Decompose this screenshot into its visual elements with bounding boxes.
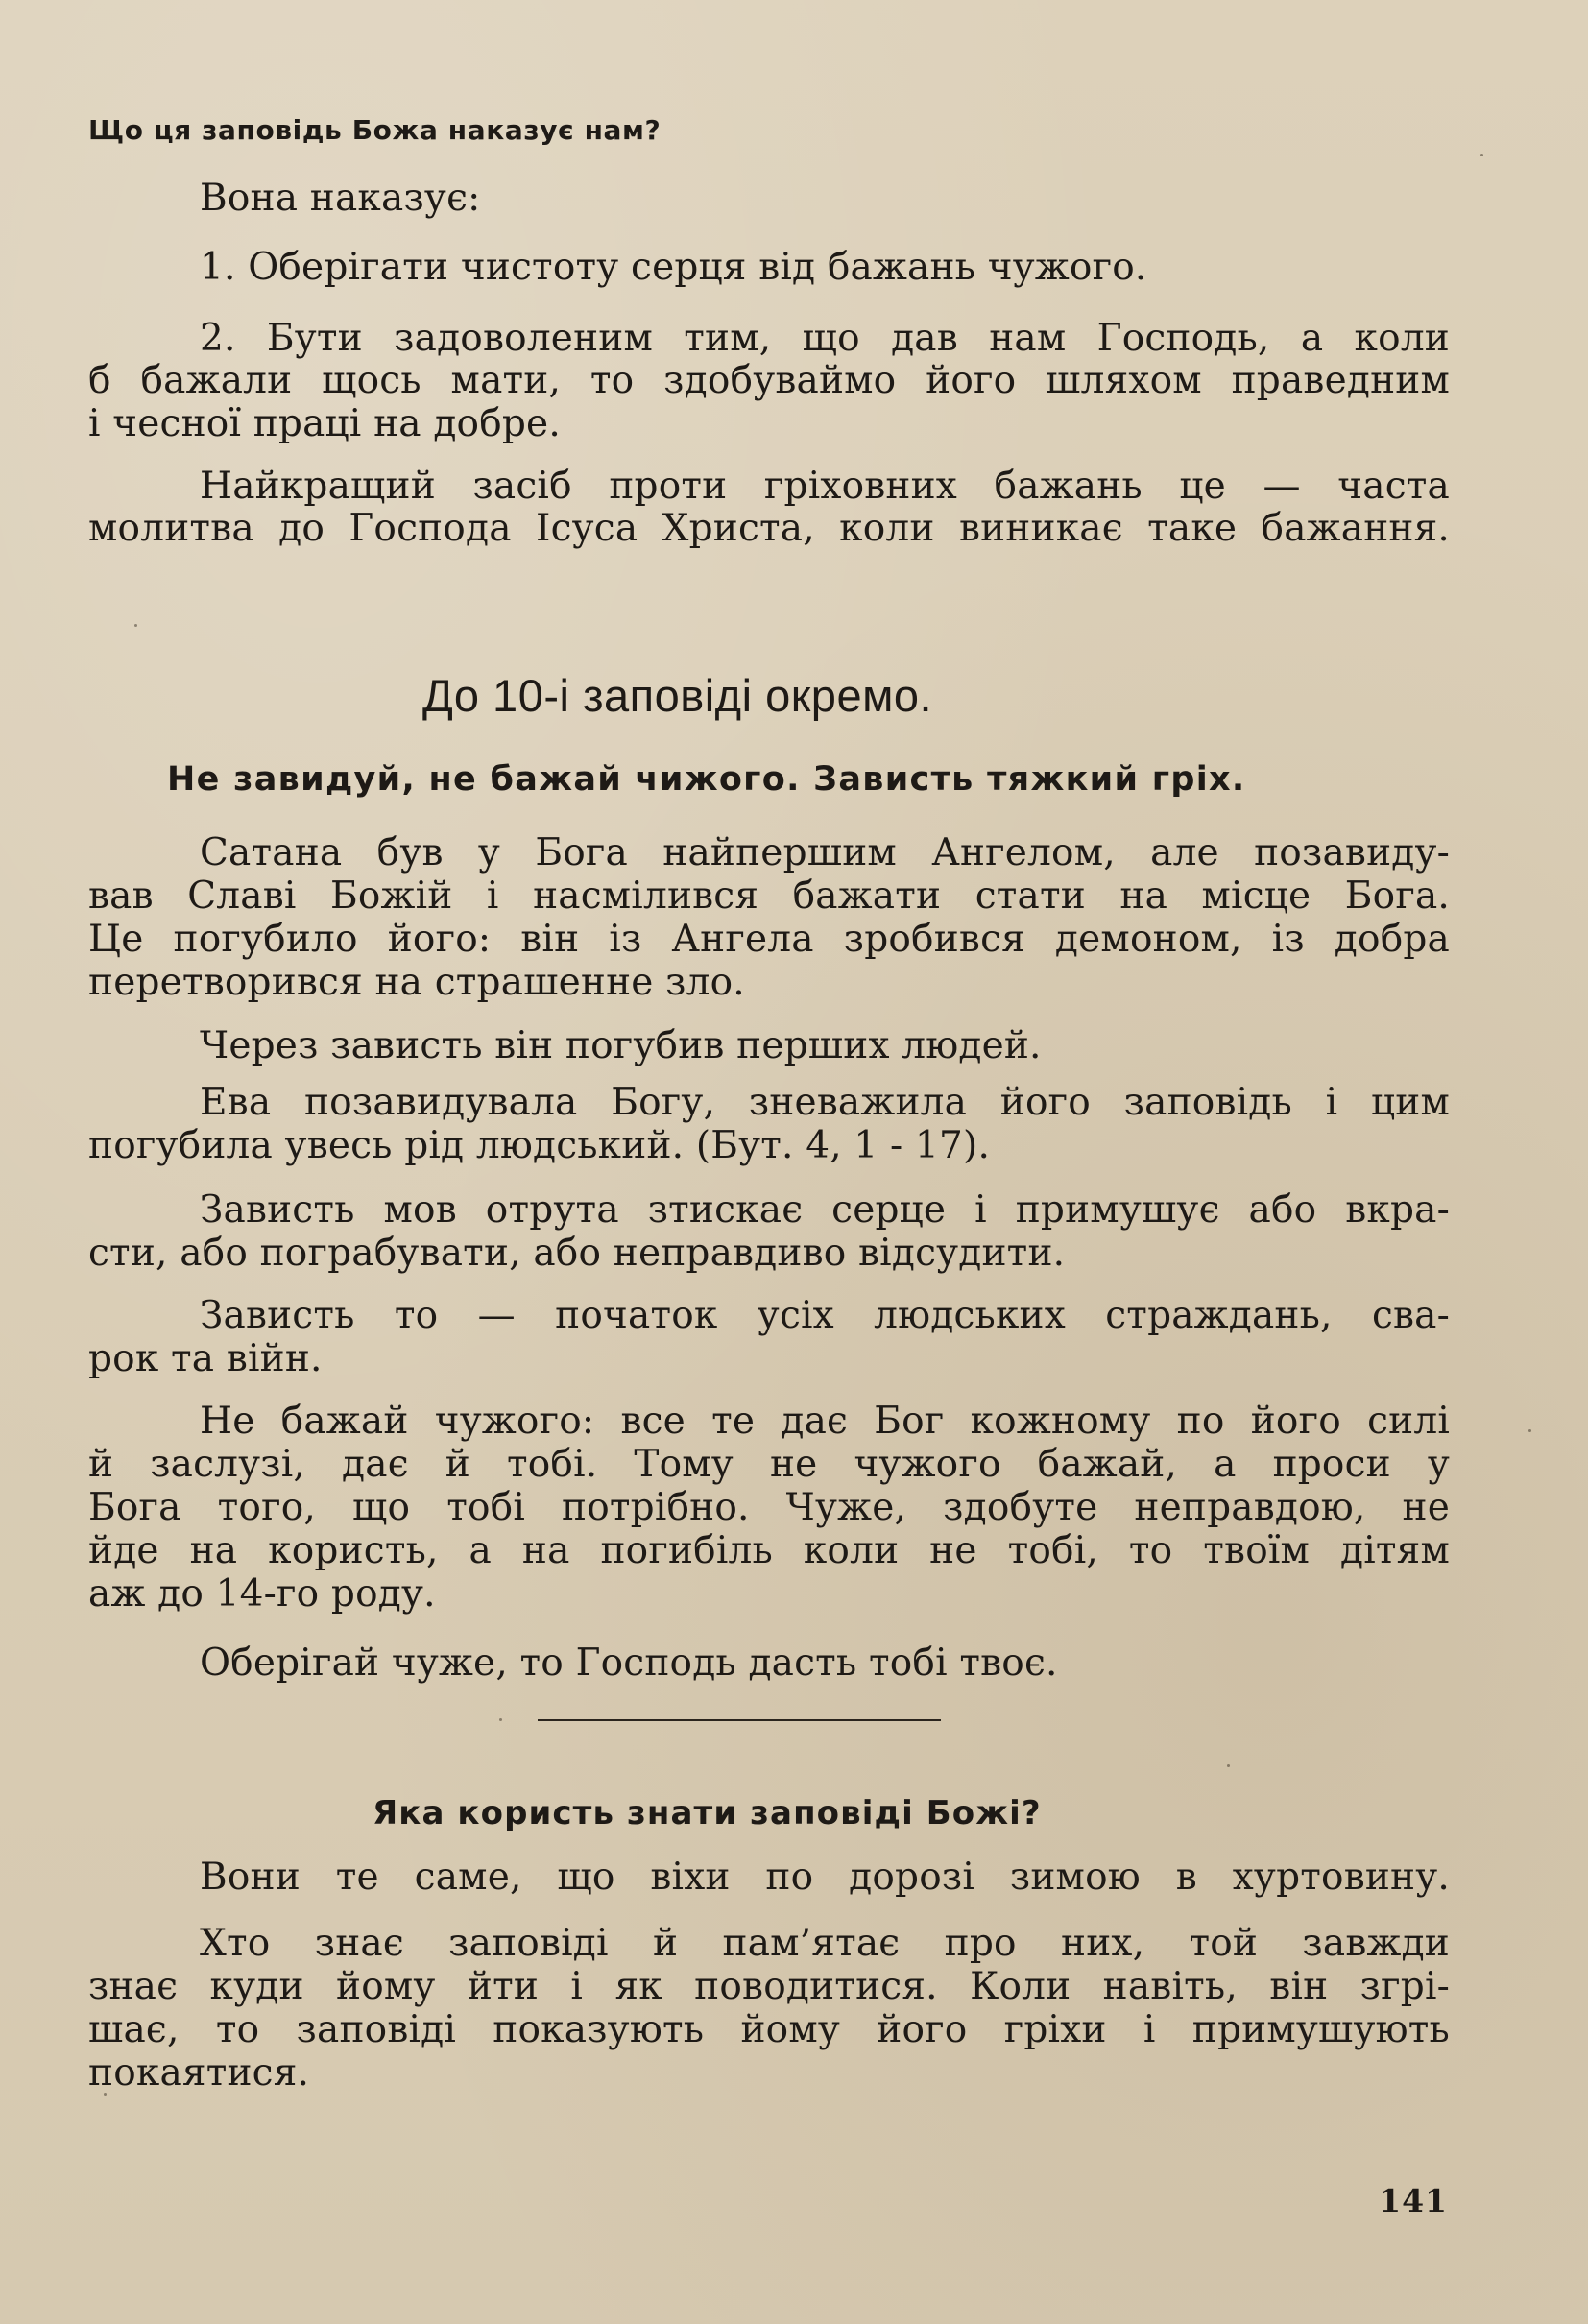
eva-line-1: Ева позавидувала Богу, зневажила його заповідь і цим bbox=[200, 1081, 1450, 1124]
paper-speck bbox=[1528, 1429, 1531, 1432]
dont-desire-line-5: аж до 14-го роду. bbox=[88, 1572, 436, 1616]
header-question: Що ця заповідь Божа наказує нам? bbox=[88, 114, 662, 146]
poison-line-1: Зависть мов отрута зтискає серце і примушує або вкра- bbox=[200, 1188, 1450, 1232]
who-knows-line-4: покаятися. bbox=[88, 2051, 310, 2095]
dont-desire-line-1: Не бажай чужого: все те дає Бог кожному по його силі bbox=[200, 1400, 1450, 1443]
intro-line: Вона наказує: bbox=[200, 177, 481, 220]
eva-line-2: погубила увесь рід людський. (Бут. 4, 1 - 17). bbox=[88, 1124, 991, 1167]
paper-speck bbox=[1480, 154, 1483, 156]
signs-line: Вони те саме, що віхи по дорозі зимою в хуртовину. bbox=[200, 1856, 1450, 1899]
subheading: Не завидуй, не бажай чижого. Зависть тяжкий гріх. bbox=[167, 760, 1246, 799]
list-item-1: 1. Оберігати чистоту серця від бажань чужого. bbox=[200, 246, 1147, 289]
satan-line-3: Це погубило його: він із Ангела зробився демоном, із добра bbox=[88, 918, 1450, 961]
list-item-2-line-2: б бажали щось мати, то здобуваймо його шляхом праведним bbox=[88, 359, 1450, 402]
satan-line-4: перетворився на страшенне зло. bbox=[88, 961, 745, 1004]
dont-desire-line-2: й заслузі, дає й тобі. Тому не чужого бажай, а проси у bbox=[88, 1443, 1450, 1486]
beginning-line-2: рок та війн. bbox=[88, 1337, 323, 1380]
who-knows-line-1: Хто знає заповіді й пам’ятає про них, той завжди bbox=[200, 1922, 1450, 1965]
section-divider bbox=[538, 1719, 941, 1721]
beginning-line-1: Зависть то — початок усіх людських страждань, сва- bbox=[200, 1294, 1450, 1337]
satan-line-1: Сатана був у Бога найпершим Ангелом, але позавиду- bbox=[200, 831, 1450, 874]
list-item-2-line-1: 2. Бути задоволеним тим, що дав нам Господь, а коли bbox=[200, 317, 1450, 360]
list-item-2-line-3: і чесної праці на добре. bbox=[88, 402, 561, 445]
paper-speck bbox=[1227, 1764, 1230, 1767]
best-means-line-1: Найкращий засіб проти гріховних бажань це — часта bbox=[200, 465, 1450, 508]
dont-desire-line-4: йде на користь, а на погибіль коли не тобі, то твоїм дітям bbox=[88, 1529, 1450, 1572]
question-heading: Яка користь знати заповіді Божі? bbox=[373, 1794, 1042, 1833]
page-number: 141 bbox=[1379, 2182, 1448, 2219]
best-means-line-2: молитва до Господа Ісуса Христа, коли виникає таке бажання. bbox=[88, 507, 1450, 550]
who-knows-line-2: знає куди йому йти і як поводитися. Коли навіть, він згрі- bbox=[88, 1965, 1450, 2008]
satan-line-2: вав Славі Божій і насмілився бажати стати на місце Бога. bbox=[88, 874, 1450, 918]
dont-desire-line-3: Бога того, що тобі потрібно. Чуже, здобуте неправдою, не bbox=[88, 1486, 1450, 1529]
section-title: До 10-і заповіді окремо. bbox=[422, 670, 933, 721]
guard-line: Оберігай чуже, то Господь дасть тобі твоє. bbox=[200, 1641, 1058, 1685]
paper-speck bbox=[499, 1718, 502, 1721]
paper-speck bbox=[134, 624, 137, 627]
through-envy-line: Через зависть він погубив перших людей. bbox=[200, 1024, 1042, 1067]
who-knows-line-3: шає, то заповіді показують йому його гріхи і примушують bbox=[88, 2008, 1450, 2051]
paper-speck bbox=[104, 2093, 107, 2096]
poison-line-2: сти, або пограбувати, або неправдиво відсудити. bbox=[88, 1232, 1066, 1275]
